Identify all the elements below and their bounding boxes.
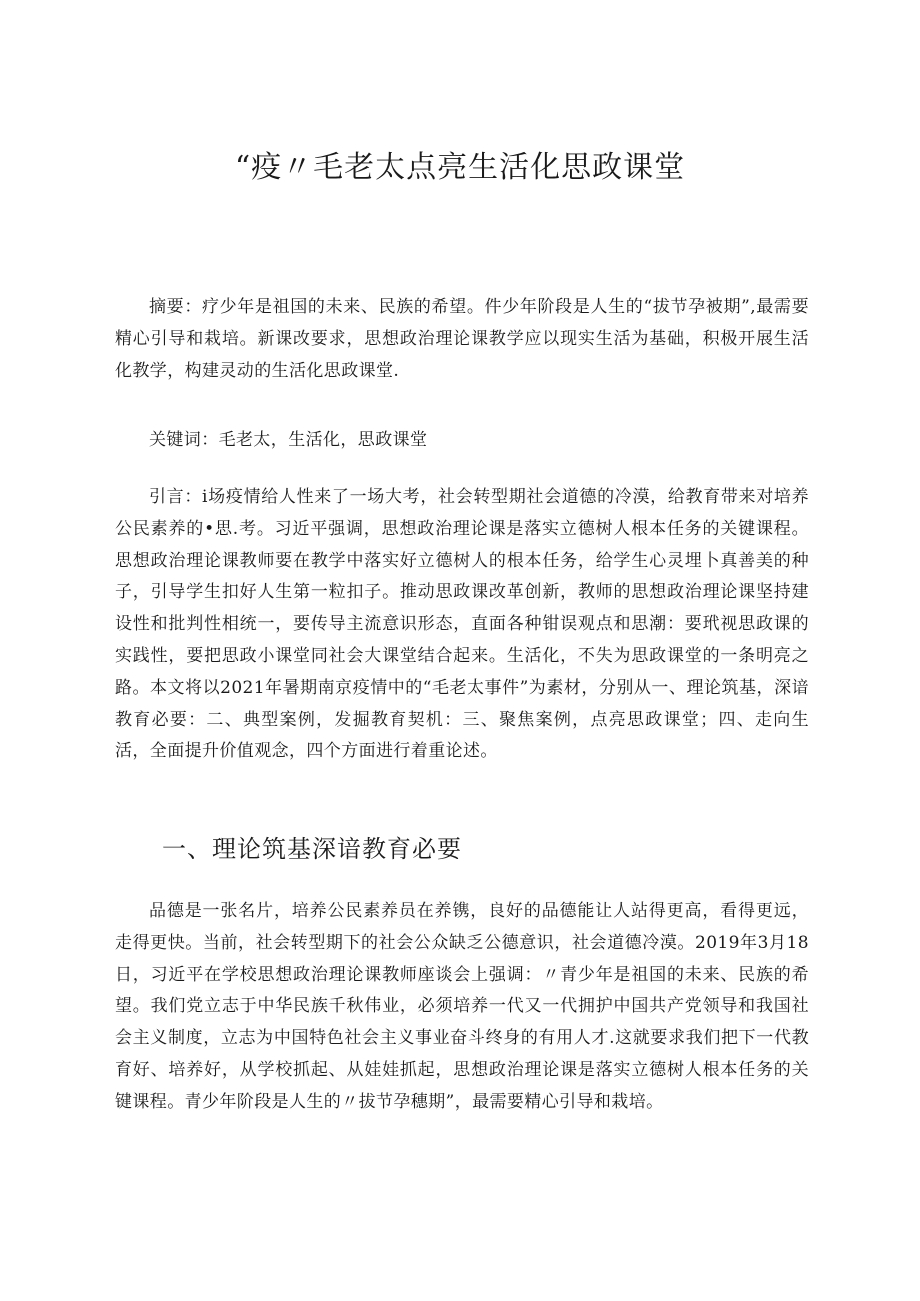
abstract-paragraph: 摘要：疗少年是祖国的未来、民族的希望。件少年阶段是人生的“拔节孕被期”,最需要精心引导和栽培。新课改要求，思想政治理论课教学应以现实生活为基础，积极开展生活化教学，构建灵动的生活化思政课堂. <box>115 297 809 381</box>
document-title: “疫〃毛老太点亮生活化思政课堂 <box>234 150 686 185</box>
keywords-paragraph: 关键词：毛老太，生活化，思政课堂 <box>149 430 428 450</box>
section-heading: 一、理论筑基深谙教育必要 <box>162 835 462 863</box>
section-body-paragraph: 品德是一张名片，培养公民素养员在养镌，良好的品德能让人站得更高，看得更远，走得更快。当前，社会转型期下的社会公众缺乏公德意识，社会道德冷漠。2019年3月18日，习近平在学校思想政治理论课教师座谈会上强调：〃青少年是祖国的未来、民族的希望。我们党立志于中华民族千秋伟业，必须培养一代又一代拥护中国共产党领导和我国社会主义制度，立志为中国特色社会主义事业奋斗终身的有用人才.这就要求我们把下一代教育好、培养好，从学校抓起、从娃娃抓起，思想政治理论课是落实立德树人根本任务的关键课程。青少年阶段是人生的〃拔节孕穗期”，最需要精心引导和栽培。 <box>115 901 809 1112</box>
introduction-paragraph: 引言：i场疫情给人性来了一场大考，社会转型期社会道德的冷漠，给教育带来对培养公民素养的•思.考。习近平强调，思想政治理论课是落实立德树人根本任务的关键课程。思想政治理论课教师要在教学中落实好立德树人的根本任务，给学生心灵埋卜真善美的种子，引导学生扣好人生第一粒扣子。推动思政课改革创新，教师的思想政治理论课坚持建设性和批判性相统一，要传导主流意识形态，直面各种钳误观点和思潮：要玳视思政课的实践性，要把思政小课堂同社会大课堂结合起来。生活化，不失为思政课堂的一条明亮之路。本文将以2021年暑期南京疫情中的“毛老太事件”为素材，分别从一、理论筑基，深谙教育必要：二、典型案例，发掘教育契机：三、聚焦案例，点亮思政课堂；四、走向生活，全面提升价值观念，四个方面进行着重论述。 <box>115 487 809 762</box>
